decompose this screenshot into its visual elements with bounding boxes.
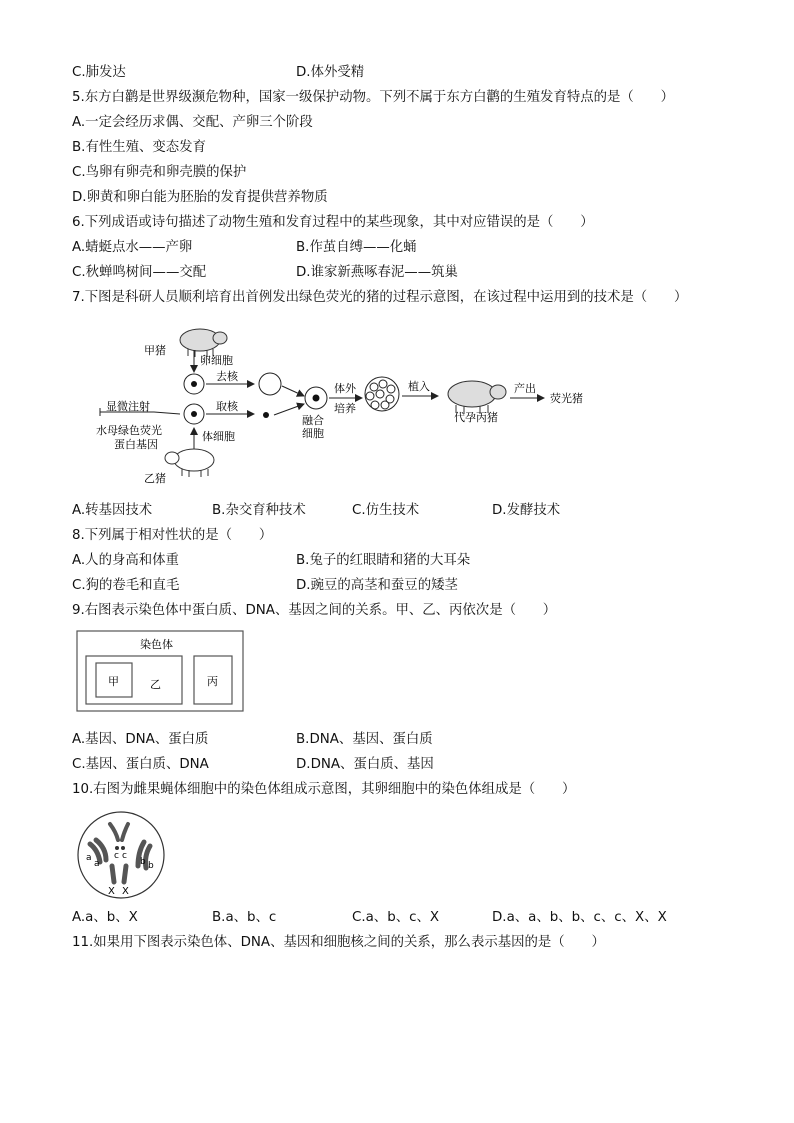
fluorescent-pig-diagram	[90, 318, 610, 490]
label-a-1: a	[86, 853, 92, 863]
bing-label: 丙	[207, 675, 218, 688]
q10-option-a: A.a、b、X	[72, 910, 138, 925]
extract-nucleus-label: 取核	[216, 400, 238, 413]
chromosome-label: 染色体	[140, 638, 173, 651]
q7-option-d: D.发酵技术	[492, 503, 561, 518]
produce-label: 产出	[514, 382, 536, 395]
culture-label-2: 培养	[334, 402, 356, 415]
q6-option-c: C.秋蝉鸣树间——交配	[72, 265, 207, 280]
fused-label-1: 融合	[302, 414, 324, 427]
label-c-2: c	[122, 851, 127, 861]
q6-stem: 6.下列成语或诗句描述了动物生殖和发育过程中的某些现象，其中对应错误的是（ ）	[72, 215, 594, 230]
q6-option-b: B.作茧自缚——化蛹	[296, 240, 417, 255]
q10-option-b: B.a、b、c	[212, 910, 277, 925]
pig-b-label: 乙猪	[144, 472, 166, 485]
yi-label: 乙	[150, 678, 161, 691]
q9-option-d: D.DNA、蛋白质、基因	[296, 757, 434, 772]
q5-stem: 5.东方白鹳是世界级濒危物种，国家一级保护动物。下列不属于东方白鹳的生殖发育特点的是（ ）	[72, 90, 674, 105]
label-b-1: b	[140, 857, 146, 867]
enucleate-label: 去核	[216, 370, 238, 383]
microinject-label: 显微注射	[106, 400, 150, 413]
pig-b-icon	[165, 449, 214, 477]
q7-option-c: C.仿生技术	[352, 503, 420, 518]
label-b-2: b	[148, 861, 154, 871]
pig-a-label: 甲猪	[144, 344, 166, 357]
donor-nucleus	[191, 411, 197, 417]
q9-option-b: B.DNA、基因、蛋白质	[296, 732, 433, 747]
enucleated-egg	[259, 373, 281, 395]
q10-option-c: C.a、b、c、X	[352, 910, 440, 925]
q8-stem: 8.下列属于相对性状的是（ ）	[72, 528, 273, 543]
q9-stem: 9.右图表示染色体中蛋白质、DNA、基因之间的关系。甲、乙、丙依次是（ ）	[72, 603, 557, 618]
implant-label: 植入	[408, 380, 430, 393]
q11-stem: 11.如果用下图表示染色体、DNA、基因和细胞核之间的关系，那么表示基因的是（ ）	[72, 935, 605, 950]
chromosome-relationship-diagram	[76, 630, 246, 714]
label-c-1: c	[114, 851, 119, 861]
pig-c-icon	[448, 381, 506, 414]
gene-label-2: 蛋白基因	[114, 438, 158, 451]
q10-option-d: D.a、a、b、b、c、c、X、X	[492, 910, 667, 925]
fused-label-2: 细胞	[302, 427, 324, 440]
q7-option-a: A.转基因技术	[72, 503, 153, 518]
q9-option-c: C.基因、蛋白质、DNA	[72, 757, 209, 772]
q4-option-c: C.肺发达	[72, 65, 126, 80]
gene-label-1: 水母绿色荧光	[96, 424, 162, 437]
q6-option-d: D.谁家新燕啄春泥——筑巢	[296, 265, 458, 280]
label-a-2: a	[94, 859, 100, 869]
q7-stem: 7.下图是科研人员顺利培育出首例发出绿色荧光的猪的过程示意图，在该过程中运用到的技术是（ ）	[72, 290, 688, 305]
fruit-fly-chromosome-diagram	[76, 810, 166, 900]
label-x-1: X	[108, 886, 115, 897]
q4-option-d: D.体外受精	[296, 65, 365, 80]
q10-stem: 10.右图为雌果蝇体细胞中的染色体组成示意图，其卵细胞中的染色体组成是（ ）	[72, 782, 576, 797]
q9-option-a: A.基因、DNA、蛋白质	[72, 732, 209, 747]
culture-label-1: 体外	[334, 382, 356, 395]
q5-option-d: D.卵黄和卵白能为胚胎的发育提供营养物质	[72, 190, 328, 205]
q6-option-a: A.蜻蜓点水——产卵	[72, 240, 193, 255]
egg-cell-label: 卵细胞	[200, 354, 233, 367]
q7-option-b: B.杂交育种技术	[212, 503, 306, 518]
fused-nucleus	[313, 395, 320, 402]
label-x-2: X	[122, 886, 129, 897]
result-label: 荧光猪	[550, 392, 583, 405]
q8-option-d: D.豌豆的高茎和蚕豆的矮茎	[296, 578, 458, 593]
pig-a-icon	[180, 329, 227, 357]
surrogate-label: 代孕丙猪	[454, 411, 498, 424]
q5-option-a: A.一定会经历求偶、交配、产卵三个阶段	[72, 115, 313, 130]
body-cell-label: 体细胞	[202, 430, 235, 443]
q5-option-c: C.鸟卵有卵壳和卵壳膜的保护	[72, 165, 247, 180]
embryo-icon	[365, 377, 399, 411]
q5-option-b: B.有性生殖、变态发育	[72, 140, 206, 155]
q8-option-b: B.兔子的红眼睛和猪的大耳朵	[296, 553, 471, 568]
q8-option-c: C.狗的卷毛和直毛	[72, 578, 180, 593]
jia-label: 甲	[108, 675, 119, 688]
egg-nucleus	[191, 381, 197, 387]
extracted-nucleus	[263, 412, 269, 418]
q8-option-a: A.人的身高和体重	[72, 553, 179, 568]
